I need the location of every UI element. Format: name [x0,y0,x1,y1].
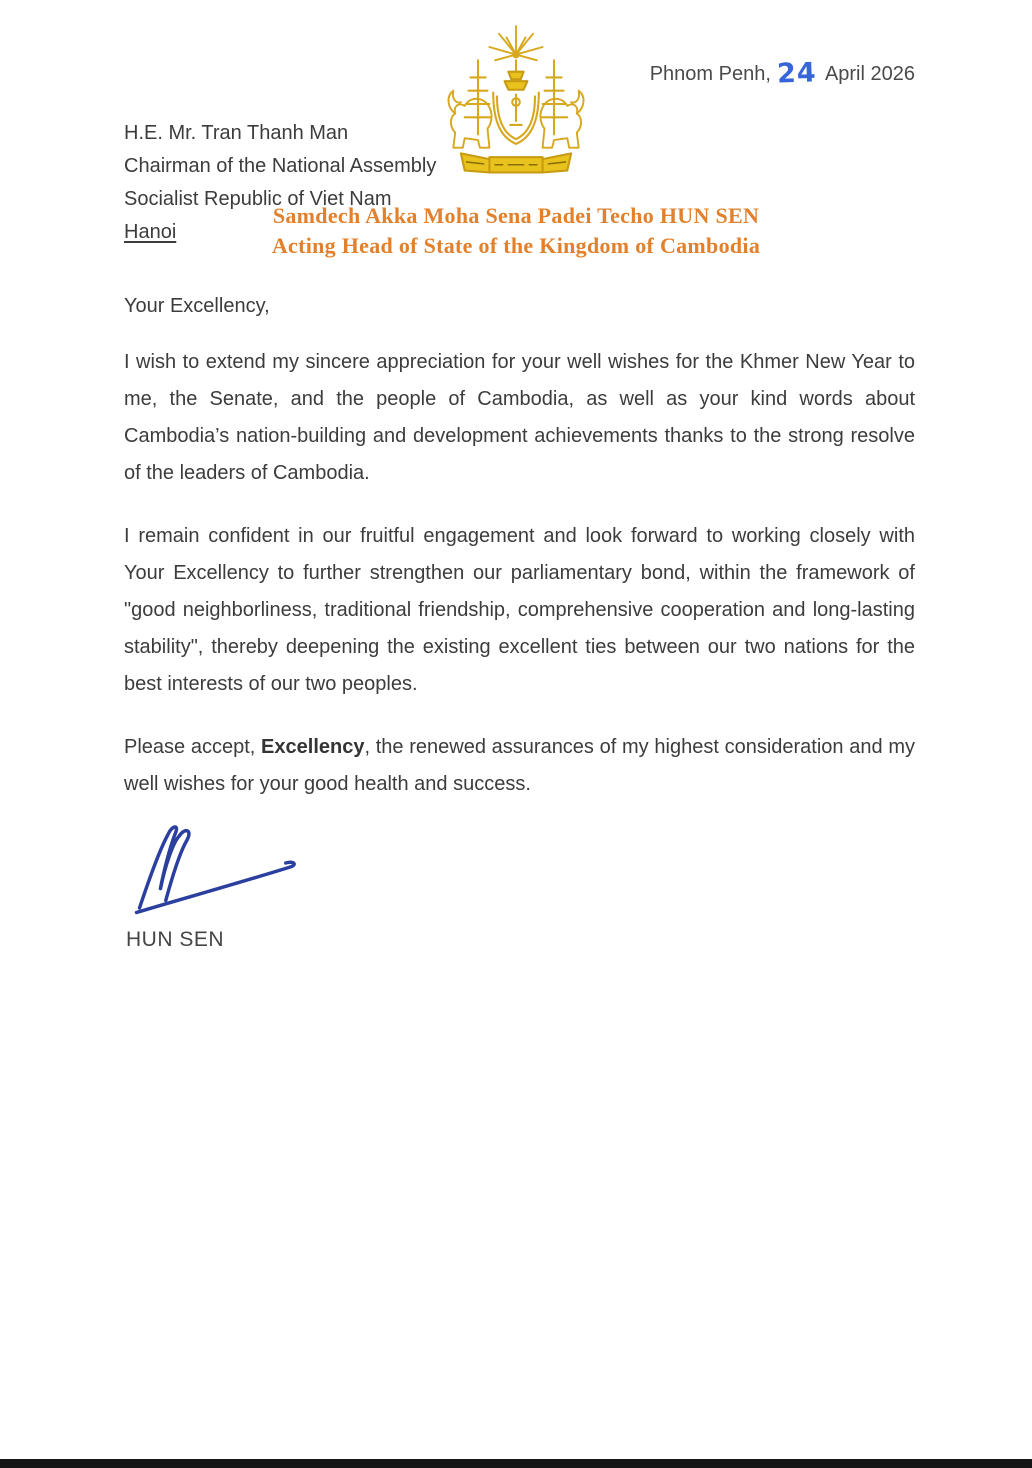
recipient-title: Chairman of the National Assembly [124,155,437,177]
body-paragraph-1: I wish to extend my sincere appreciation for your well wishes for the Khmer New Year to me, the Senate, and the people of Cambodia, as well as your kind words about Cambodia’s nation-building and development achievements thanks to the strong resolve of the leaders of Cambodia. [124,351,915,484]
handwritten-signature-icon [126,819,306,919]
scan-bottom-edge [0,1459,1032,1468]
recipient-country: Socialist Republic of Viet Nam [124,188,392,210]
body-paragraph-closing [124,729,915,803]
recipient-city: Hanoi [124,221,177,243]
dateline-month-year: April 2026 [824,63,915,85]
signature-block [126,819,915,952]
closing-pre: Please accept, [124,736,262,758]
recipient-block [124,117,915,249]
letterhead-title-line2: Acting Head of State of the Kingdom of Cambodia [271,233,761,258]
signer-name: HUN SEN [126,928,225,951]
body-paragraph-2: I remain confident in our fruitful engagement and look forward to working closely with Your Excellency to further strengthen our parliamentary bond, within the framework of "good neighborliness, traditional friendship, comprehensive cooperation and long-lasting stability", thereby deepening the existing excellent ties between our two nations for the best interests of our two peoples. [124,525,915,695]
closing-post: , the renewed assurances of my highest consideration and my well wishes for your good health and success. [124,736,915,795]
salutation: Your Excellency, [124,295,270,317]
handwritten-day: 24 [776,57,818,90]
dateline-place: Phnom Penh, [649,63,771,85]
closing-emphasis: Excellency [261,736,365,758]
letterhead-title-line1: Samdech Akka Moha Sena Padei Techo HUN SEN [272,203,760,228]
dateline [124,56,915,90]
recipient-name: H.E. Mr. Tran Thanh Man [124,122,349,144]
